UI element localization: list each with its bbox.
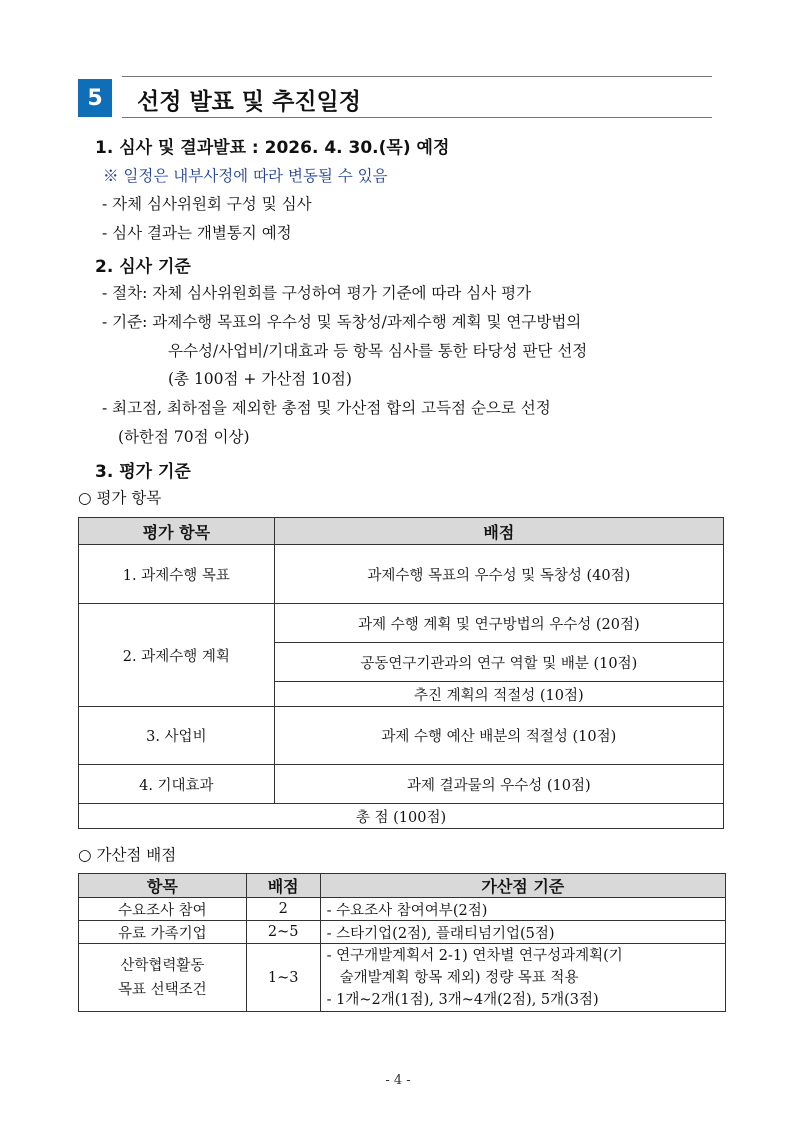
item3-heading: 3. 평가 기준 [95, 462, 191, 482]
section-rule-bottom [122, 117, 712, 118]
table1-item: 2. 과제수행 계획 [79, 604, 275, 707]
page-number: - 4 - [385, 1073, 411, 1088]
item1-bullet-2: - 심사 결과는 개별통지 예정 [102, 224, 292, 242]
section-number: 5 [78, 79, 112, 117]
table1-score: 공동연구기관과의 연구 역할 및 배분 (10점) [274, 643, 723, 682]
table1-score: 과제 수행 예산 배분의 적절성 (10점) [274, 707, 723, 765]
evaluation-items-label: ○ 평가 항목 [78, 489, 162, 507]
item1-heading: 1. 심사 및 결과발표 : 2026. 4. 30.(목) 예정 [95, 138, 450, 158]
item2-line-3: 우수성/사업비/기대효과 등 항목 심사를 통한 타당성 판단 선정 [168, 342, 588, 360]
table2-score: 2~5 [246, 921, 320, 944]
table2-criteria [320, 944, 725, 1012]
bonus-table [78, 873, 726, 1012]
item2-line-4: (총 100점 + 가산점 10점) [168, 370, 352, 388]
item2-line-2: - 기준: 과제수행 목표의 우수성 및 독창성/과제수행 계획 및 연구방법의 [102, 313, 582, 331]
schedule-note: ※ 일정은 내부사정에 따라 변동될 수 있음 [103, 167, 388, 185]
table2-score: 1~3 [246, 944, 320, 1012]
table1-item: 1. 과제수행 목표 [79, 545, 275, 604]
table1-item: 3. 사업비 [79, 707, 275, 765]
item2-heading: 2. 심사 기준 [95, 257, 191, 277]
table2-criteria-line-3: - 1개~2개(1점), 3개~4개(2점), 5개(3점) [326, 991, 599, 1008]
table-row [79, 545, 724, 604]
table2-criteria: - 스타기업(2점), 플래티넘기업(5점) [320, 921, 725, 944]
table2-item-line-1: 산학협력활동 [120, 957, 205, 974]
table2-score: 2 [246, 898, 320, 921]
table1-score: 과제 수행 계획 및 연구방법의 우수성 (20점) [274, 604, 723, 643]
table1-header-score: 배점 [274, 518, 723, 545]
table2-header-item: 항목 [79, 874, 247, 898]
table2-header-criteria: 가산점 기준 [320, 874, 725, 898]
item2-line-6: (하한점 70점 이상) [118, 428, 250, 446]
item2-line-1: - 절차: 자체 심사위원회를 구성하여 평가 기준에 따라 심사 평가 [102, 284, 532, 302]
table-row [79, 765, 724, 804]
table-row [79, 921, 726, 944]
table1-header-item: 평가 항목 [79, 518, 275, 545]
table1-score: 과제 결과물의 우수성 (10점) [274, 765, 723, 804]
section-rule-top [122, 76, 712, 77]
table-row [79, 944, 726, 1012]
table1-item: 4. 기대효과 [79, 765, 275, 804]
table1-total: 총 점 (100점) [79, 804, 724, 829]
table-row [79, 898, 726, 921]
bonus-points-label: ○ 가산점 배점 [78, 846, 177, 864]
table-row [79, 804, 724, 829]
table2-item-line-2: 목표 선택조건 [118, 981, 207, 998]
table2-criteria-line-1: - 연구개발계획서 2-1) 연차별 연구성과계획(기 [326, 947, 623, 964]
table1-score: 추진 계획의 적절성 (10점) [274, 682, 723, 707]
item1-bullet-1: - 자체 심사위원회 구성 및 심사 [102, 195, 312, 213]
table2-criteria: - 수요조사 참여여부(2점) [320, 898, 725, 921]
table2-item [79, 944, 247, 1012]
evaluation-table [78, 517, 724, 829]
table1-score: 과제수행 목표의 우수성 및 독창성 (40점) [274, 545, 723, 604]
table-row [79, 707, 724, 765]
section-title: 선정 발표 및 추진일정 [137, 89, 361, 115]
table2-criteria-line-2: 술개발계획 항목 제외) 정량 목표 적용 [339, 969, 579, 986]
table2-item: 유료 가족기업 [79, 921, 247, 944]
table2-item: 수요조사 참여 [79, 898, 247, 921]
item2-line-5: - 최고점, 최하점을 제외한 총점 및 가산점 합의 고득점 순으로 선정 [102, 399, 551, 417]
table2-header-score: 배점 [246, 874, 320, 898]
table-row [79, 604, 724, 643]
